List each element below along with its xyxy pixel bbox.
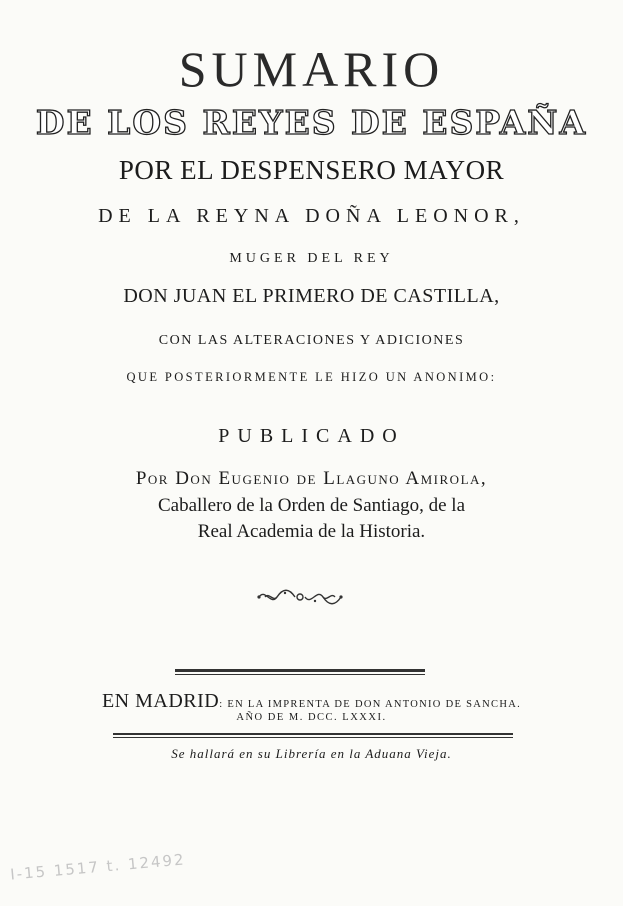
sale-note: Se hallará en su Librería en la Aduana Vieja. (171, 746, 452, 761)
affiliation-line-1: Caballero de la Orden de Santiago, de la (157, 495, 466, 516)
title-sumario: SUMARIO (178, 41, 445, 97)
imprint-printer: : EN LA IMPRENTA DE DON ANTONIO DE SANCHA. (219, 699, 522, 710)
title-reyes: DE LOS REYES DE ESPAÑA (35, 103, 588, 142)
publicado-heading: PUBLICADO (218, 425, 405, 447)
title-don-juan: DON JUAN EL PRIMERO DE CASTILLA, (123, 285, 500, 307)
divider-top-thin (175, 674, 425, 675)
divider-bottom-thick (113, 733, 513, 735)
imprint-year: AÑO DE M. DCC. LXXXI. (236, 712, 387, 723)
title-muger: MUGER DEL REY (229, 251, 394, 266)
imprint-line (0, 690, 623, 713)
imprint-city: EN MADRID (101, 690, 220, 712)
divider-bottom-thin (113, 737, 513, 738)
title-despensero: POR EL DESPENSERO MAYOR (118, 155, 505, 185)
author-line: Por Don Eugenio de Llaguno Amirola, (135, 468, 488, 489)
title-reyna: DE LA REYNA DOÑA LEONOR, (98, 205, 525, 227)
affiliation-line-2: Real Academia de la Historia. (197, 521, 426, 542)
title-alteraciones: CON LAS ALTERACIONES Y ADICIONES (158, 333, 465, 348)
printers-ornament-icon (255, 586, 345, 608)
library-stamp: I-15 1517 t. 12492 (9, 850, 187, 884)
divider-top-thick (175, 669, 425, 672)
title-anonimo: QUE POSTERIORMENTE LE HIZO UN ANONIMO: (126, 370, 497, 384)
